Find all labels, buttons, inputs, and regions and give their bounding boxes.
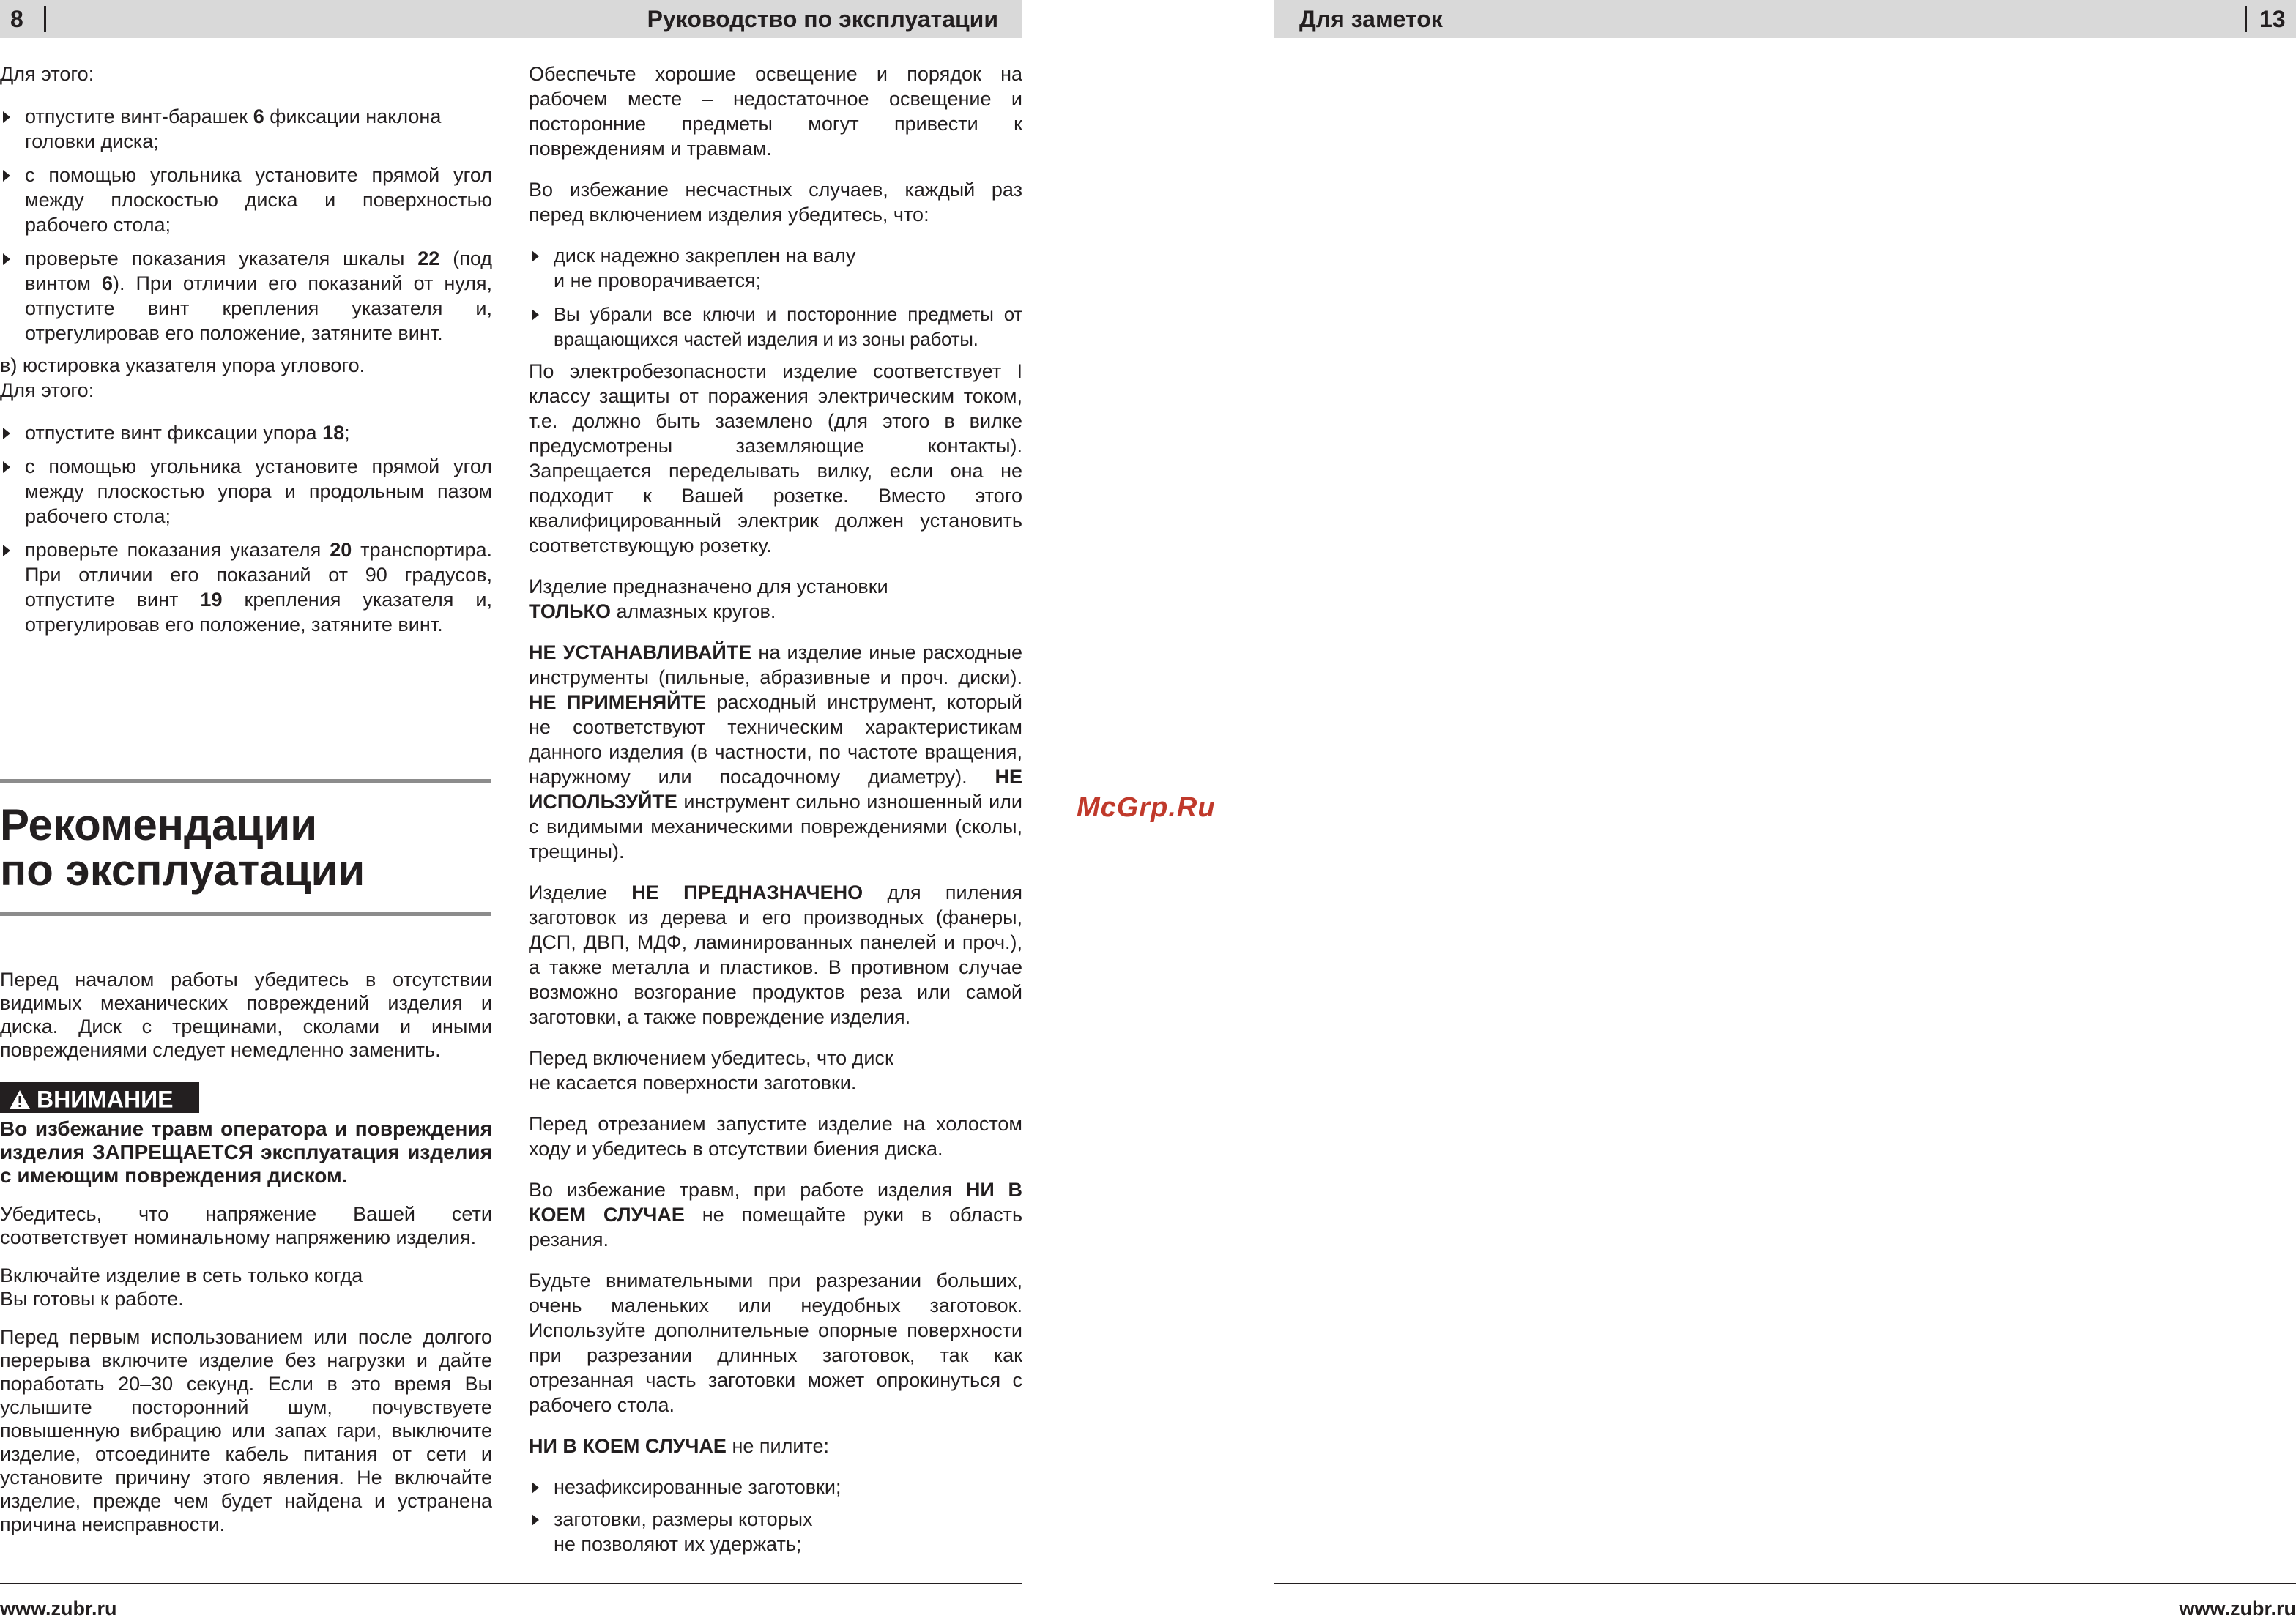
list-item: отпустите винт-барашек 6 фиксации наклона головки диска; [0, 104, 492, 154]
list-item: диск надежно закреплен на валу и не проворачивается; [529, 243, 1022, 293]
list-item: Вы убрали все ключи и посторонние предметы от вращающихся частей изделия и из зоны работы. [529, 302, 1022, 351]
intro-text: Для этого: [0, 379, 94, 401]
bullet-list-4 [529, 1475, 1022, 1557]
paragraph: Будьте внимательными при разрезании больших, очень маленьких или неудобных заготовок. Используйте дополнительные опорные поверхности при разрезании длинных заготовок, так как отрезанная часть заготовки может опрокинуться с рабочего стола. [529, 1270, 1022, 1416]
paragraph: Обеспечьте хорошие освещение и порядок на рабочем месте – недостаточное освещение и посторонние предметы могут привести к повреждениям и травмам. [529, 63, 1022, 160]
subsection-text: в) юстировка указателя упора углового. [0, 354, 365, 376]
header-title-left: Руководство по эксплуатации [647, 6, 998, 32]
header-separator [2245, 6, 2247, 32]
warning-badge [0, 1082, 199, 1113]
paragraph: НЕ УСТАНАВЛИВАЙТЕ на изделие иные расходные инструменты (пильные, абразивные и проч. диски). НЕ ПРИМЕНЯЙТЕ расходный инструмент, который не соответствуют техническим характеристикам данного изделия (в частности, по частоте вращения, наружному или посадочному диаметру). НЕ ИСПОЛЬЗУЙТЕ инструмент сильно изношенный или с видимыми механическими повреждениями (сколы, трещины). [529, 641, 1023, 862]
list-item: с помощью угольника установите прямой угол между плоскостью упора и продольным пазом рабочего стола; [0, 454, 492, 529]
paragraph: По электробезопасности изделие соответствует I классу защиты от поражения электрическим током, т.е. должно быть заземлено (для этого в вилке предусмотрены заземляющие контакты). Запрещается переделывать вилку, если она не подходит к Вашей розетке. Вместо этого квалифицированный электрик должен установить соответствующую розетку. [529, 360, 1022, 556]
left-page-header [0, 0, 1022, 38]
paragraph: Включайте изделие в сеть только когда Вы готовы к работе. [0, 1264, 363, 1310]
paragraph: Во избежание травм, при работе изделия НИ В КОЕМ СЛУЧАЕ не помещайте руки в область резания. [529, 1179, 1023, 1251]
column-1-bottom-a [0, 968, 492, 1062]
paragraph: Изделие предназначено для установки ТОЛЬКО алмазных кругов. [529, 575, 888, 622]
watermark: McGrp.Ru [1077, 792, 1216, 823]
column-1-top [0, 62, 492, 637]
paragraph: Перед первым использованием или после долгого перерыва включите изделие без нагрузки и дайте поработать 20–30 секунд. Если в это время Вы услышите посторонний шум, почувствуете повышенную вибрацию или запах гари, выключите изделие, отсоедините кабель питания от сети и установите причину этого явления. Не включайте изделие, прежде чем будет найдена и устранена причина неисправности. [0, 1326, 492, 1535]
bullet-list-1 [0, 104, 492, 346]
section-rule-top [0, 779, 491, 783]
paragraph: Перед началом работы убедитесь в отсутствии видимых механических повреждений изделия и диска. Диск с трещинами, сколами и иными повреждениями следует немедленно заменить. [0, 969, 492, 1061]
right-page-header [1274, 0, 2296, 38]
paragraph: НИ В КОЕМ СЛУЧАЕ не пилите: [529, 1435, 829, 1457]
footer-url-right[interactable]: www.zubr.ru [2179, 1598, 2296, 1620]
warning-text: Во избежание травм оператора и повреждения изделия ЗАПРЕЩАЕТСЯ эксплуатация изделия с имеющим повреждения диском. [0, 1117, 492, 1187]
column-1-bottom-b [0, 1117, 492, 1536]
paragraph: Убедитесь, что напряжение Вашей сети соответствует номинальному напряжению изделия. [0, 1203, 492, 1248]
list-item: заготовки, размеры которых не позволяют их удержать; [529, 1507, 1022, 1557]
list-item: отпустите винт фиксации упора 18; [0, 420, 492, 445]
column-2 [529, 62, 1022, 1557]
bullet-list-2 [0, 420, 492, 637]
warning-label: ВНИМАНИЕ [37, 1086, 174, 1113]
paragraph: Изделие НЕ ПРЕДНАЗНАЧЕНО для пиления заготовок из дерева и его производных (фанеры, ДСП, ДВП, МДФ, ламинированных панелей и проч.), а также металла и пластиков. В противном случае возможно возгорание продуктов реза или самой заготовки, а также повреждение изделия. [529, 882, 1023, 1028]
footer-url-left[interactable]: www.zubr.ru [0, 1598, 117, 1620]
section-title: Рекомендации по эксплуатации [0, 800, 365, 895]
paragraph: Перед отрезанием запустите изделие на холостом ходу и убедитесь в отсутствии биения диска. [529, 1113, 1022, 1160]
bullet-list-3 [529, 243, 1022, 351]
page-number-right: 13 [2259, 6, 2286, 32]
footer-rule-left [0, 1583, 1022, 1584]
footer-rule-right [1274, 1583, 2296, 1584]
header-separator [44, 6, 46, 32]
section-rule-bottom [0, 912, 491, 916]
paragraph: Перед включением убедитесь, что диск не касается поверхности заготовки. [529, 1047, 893, 1094]
list-item: незафиксированные заготовки; [529, 1475, 1022, 1499]
list-item: с помощью угольника установите прямой угол между плоскостью диска и поверхностью рабочего стола; [0, 163, 492, 237]
intro-text: Для этого: [0, 63, 94, 85]
warning-icon [9, 1089, 31, 1110]
page-number-left: 8 [10, 6, 23, 32]
header-title-right: Для заметок [1299, 6, 1443, 32]
paragraph: Во избежание несчастных случаев, каждый раз перед включением изделия убедитесь, что: [529, 179, 1022, 226]
list-item: проверьте показания указателя 20 транспортира. При отличии его показаний от 90 градусов, отпустите винт 19 крепления указателя и, отрегулировав его положение, затяните винт. [0, 537, 492, 637]
list-item: проверьте показания указателя шкалы 22 (под винтом 6). При отличии его показаний от нуля, отпустите винт крепления указателя и, отрегулировав его положение, затяните винт. [0, 246, 492, 346]
